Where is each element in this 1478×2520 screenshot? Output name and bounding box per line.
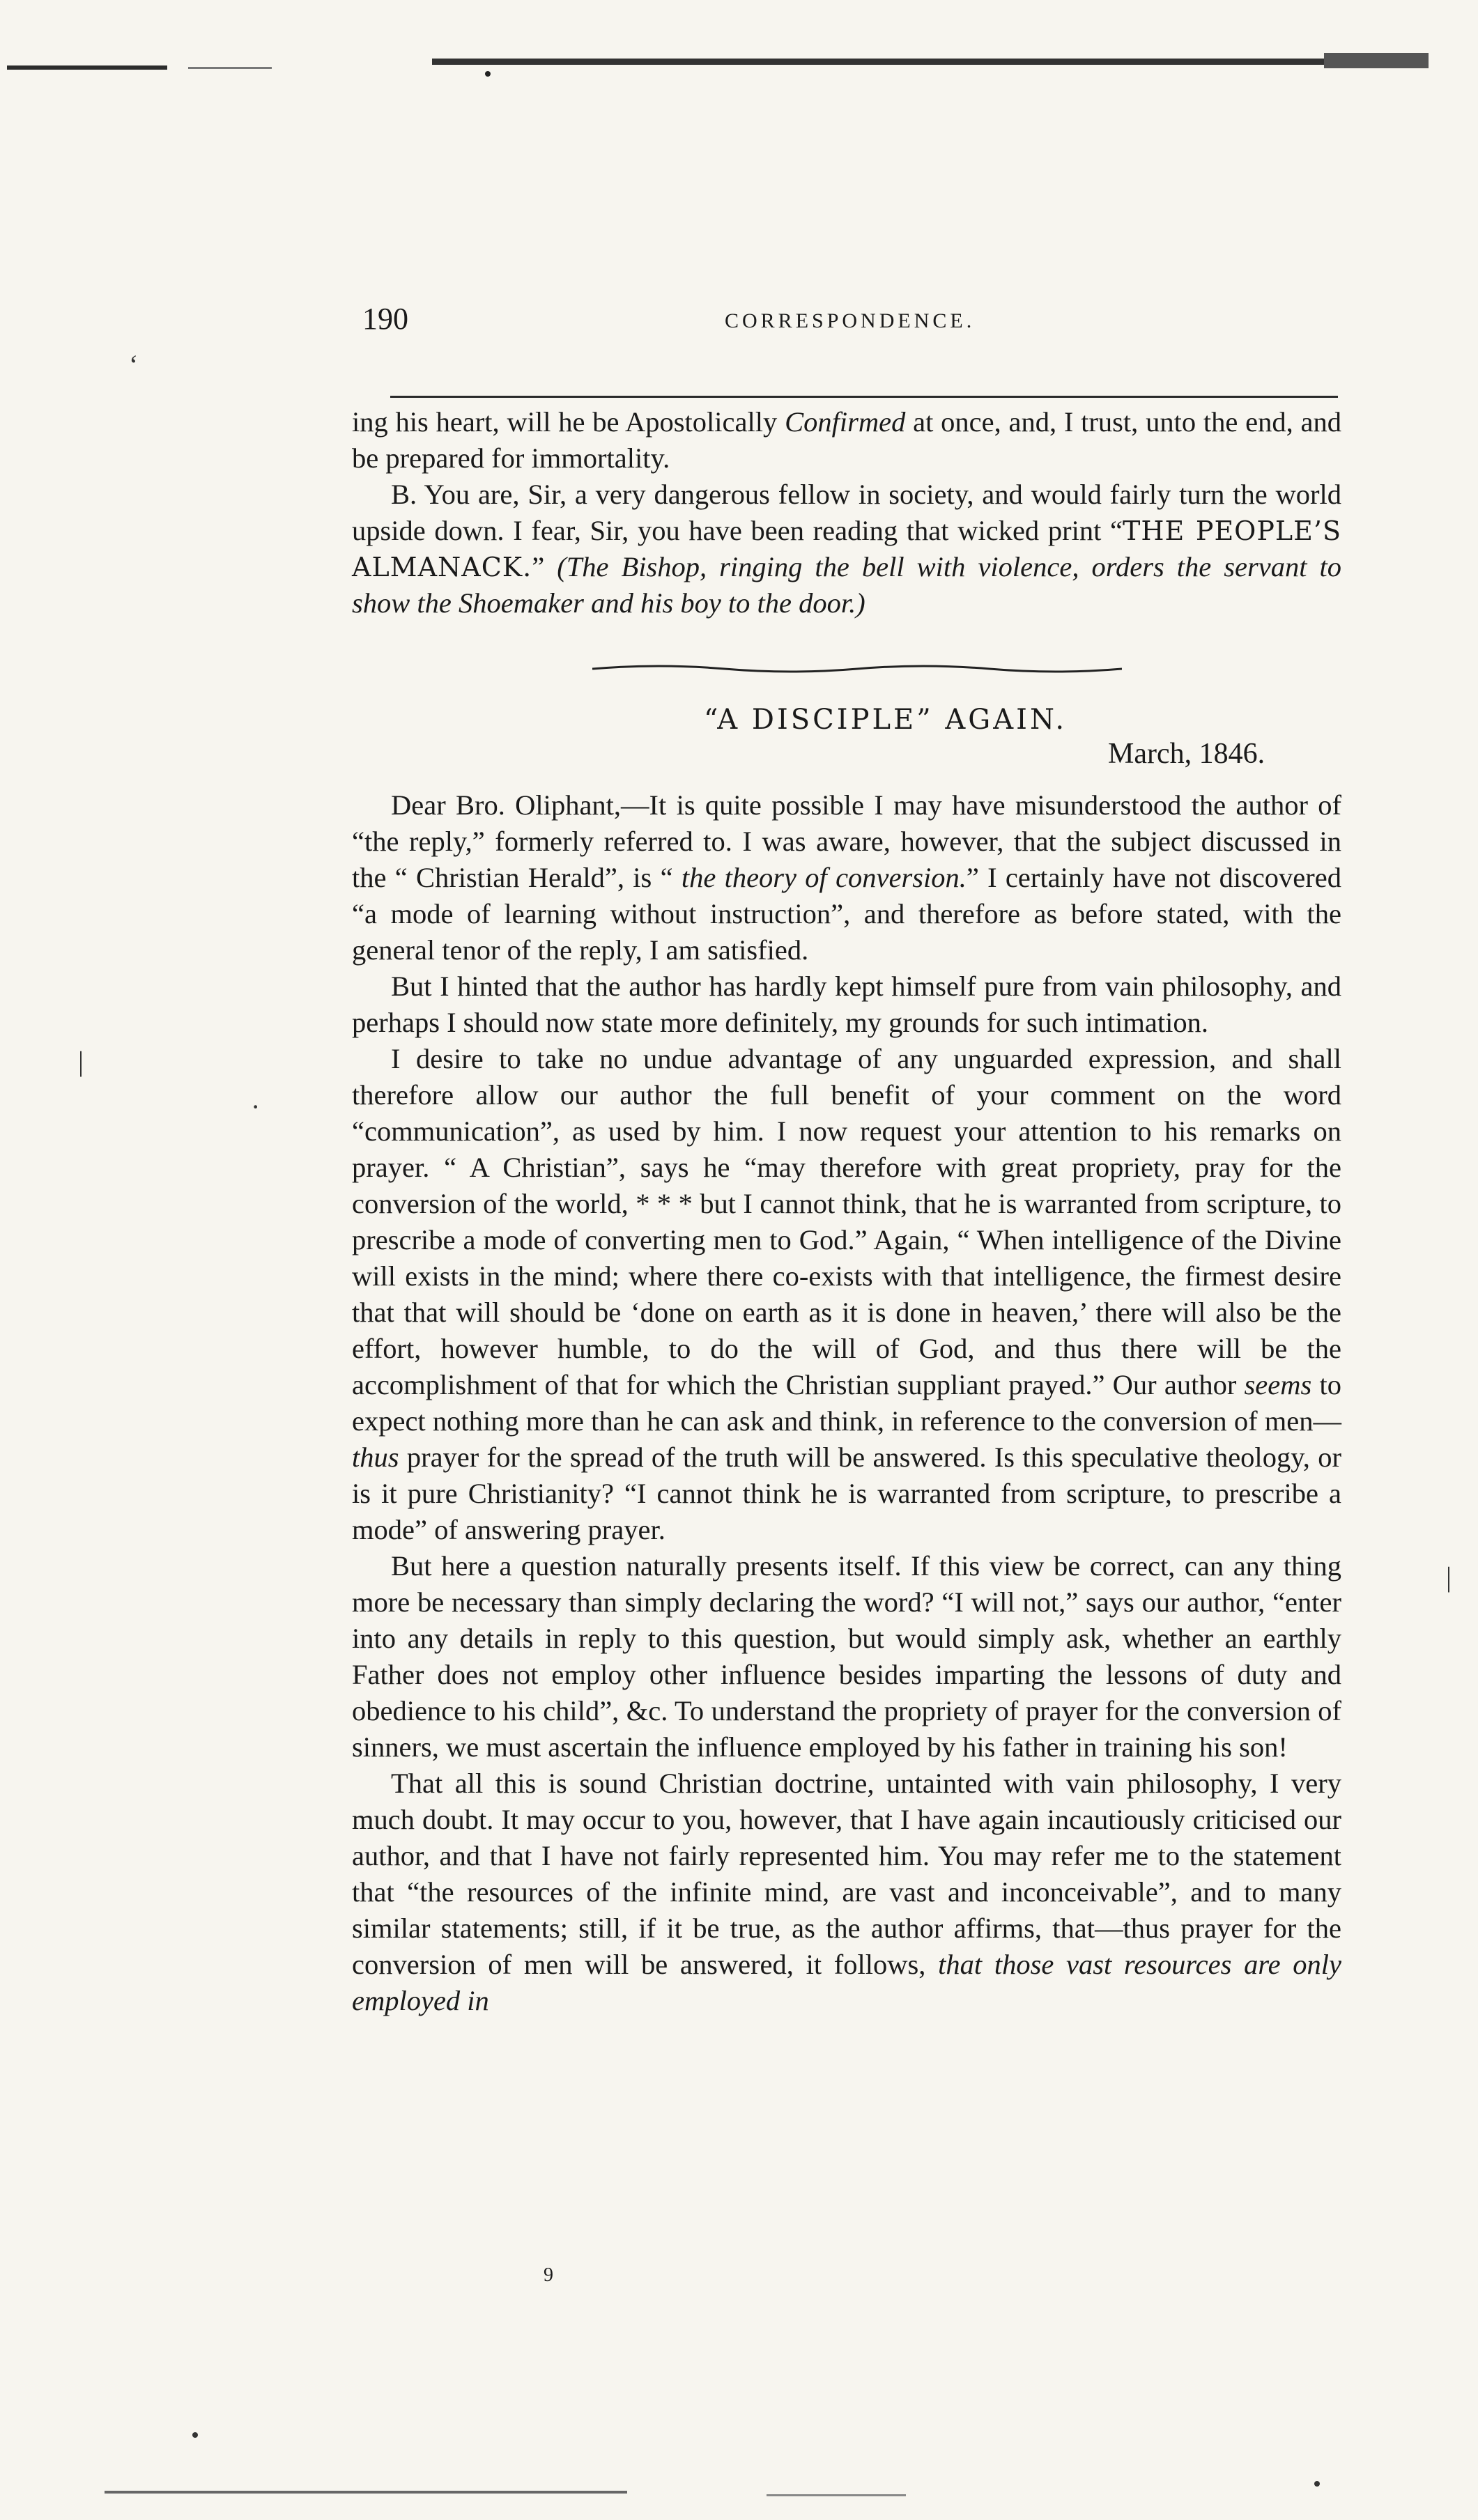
- footer-mark: 9: [544, 2264, 553, 2286]
- running-head: CORRESPONDENCE.: [725, 309, 976, 332]
- header-rule: [390, 396, 1338, 398]
- paragraph: Dear Bro. Oliphant,—It is quite possible I may have misunderstood the author of “the reply,” formerly referred to. I was aware, however, that the subject discussed in the “ Christian Herald”, is “ the theory of conversion.” I certainly have not discovered “a mode of learning without instruction”, and therefore as before stated, with the general tenor of the reply, I am satisfied.: [352, 789, 1341, 966]
- margin-mark: |: [78, 1046, 84, 1077]
- paragraph: I desire to take no undue advantage of any unguarded expression, and shall therefore allow our author the full benefit of your comment on the word “communication”, as used by him. I now request your attention to his remarks on prayer. “ A Christian”, says he “may therefore with great propriety, pray for the conversion of the world, * * * but I cannot think, that he is warranted from scripture, to prescribe a mode of converting men to God.” Again, “ When intelligence of the Divine will exists in the mind; where there co-exists with that intelligence, the firmest desire that that will should be ‘done on earth as it is done in heaven,’ there will also be the effort, however humble, to do the will of God, and thus there will be the accomplishment of that for which the Christian suppliant prayed.” Our author seems to expect nothing more than he can ask and think, in reference to the conversion of men—thus prayer for the spread of the truth will be answered. Is this speculative theology, or is it pure Christianity? “I cannot think he is warranted from scripture, to prescribe a mode” of answering prayer.: [352, 1043, 1341, 1545]
- dateline: March, 1846.: [1108, 738, 1265, 770]
- almanack-title: THE PEOPLE’S ALMANACK.: [352, 516, 1341, 582]
- scan-artifact-top: [0, 49, 1478, 77]
- margin-mark: |: [1446, 1561, 1452, 1593]
- stage-direction: (The Bishop, ringing the bell with violence, orders the servant to show the Shoemaker and his boy to the door.): [352, 551, 1341, 619]
- article-body: [352, 787, 1341, 2019]
- article-title: “A DISCIPLE” AGAIN.: [704, 704, 1068, 736]
- paragraph: But here a question naturally presents itself. If this view be correct, can any thing more be necessary than simply declaring the word? “I will not,” says our author, “enter into any details in reply to this question, but would simply ask, whether an earthly Father does not employ other influence besides imparting the lessons of duty and obedience to his child”, &c. To understand the propriety of prayer for the conversion of sinners, we must ascertain the influence employed by his father in training his son!: [352, 1550, 1341, 1763]
- page-number: 190: [362, 302, 408, 336]
- margin-mark: ·: [251, 1091, 261, 1122]
- section-divider: [592, 662, 1122, 676]
- continuation-text: [352, 404, 1341, 621]
- paragraph: That all this is sound Christian doctrine, untainted with vain philosophy, I very much doubt. It may occur to you, however, that I have again incautiously criticised our author, and that I have not fairly represented him. You may refer me to the statement that “the resources of the infinite mind, are vast and inconceivable”, and to many similar statements; still, if it be true, as the author affirms, that—thus prayer for the conversion of men will be answered, it follows, that those vast resources are only employed in: [352, 1768, 1341, 2016]
- scan-artifact-bottom: [0, 2421, 1478, 2505]
- paragraph: ing his heart, will he be Apostolically Confirmed at once, and, I trust, unto the end, and be prepared for immortality.: [352, 406, 1342, 474]
- margin-mark: ʻ: [129, 349, 139, 380]
- page-header: [362, 301, 1338, 343]
- paragraph: B. You are, Sir, a very dangerous fellow in society, and would fairly turn the world upside down. I fear, Sir, you have been reading that wicked print “THE PEOPLE’S ALMANACK.” (The Bishop, ringing the bell with violence, orders the servant to show the Shoemaker and his boy to the door.): [352, 479, 1341, 619]
- paragraph: But I hinted that the author has hardly kept himself pure from vain philosophy, and perhaps I should now state more definitely, my grounds for such intimation.: [352, 971, 1341, 1038]
